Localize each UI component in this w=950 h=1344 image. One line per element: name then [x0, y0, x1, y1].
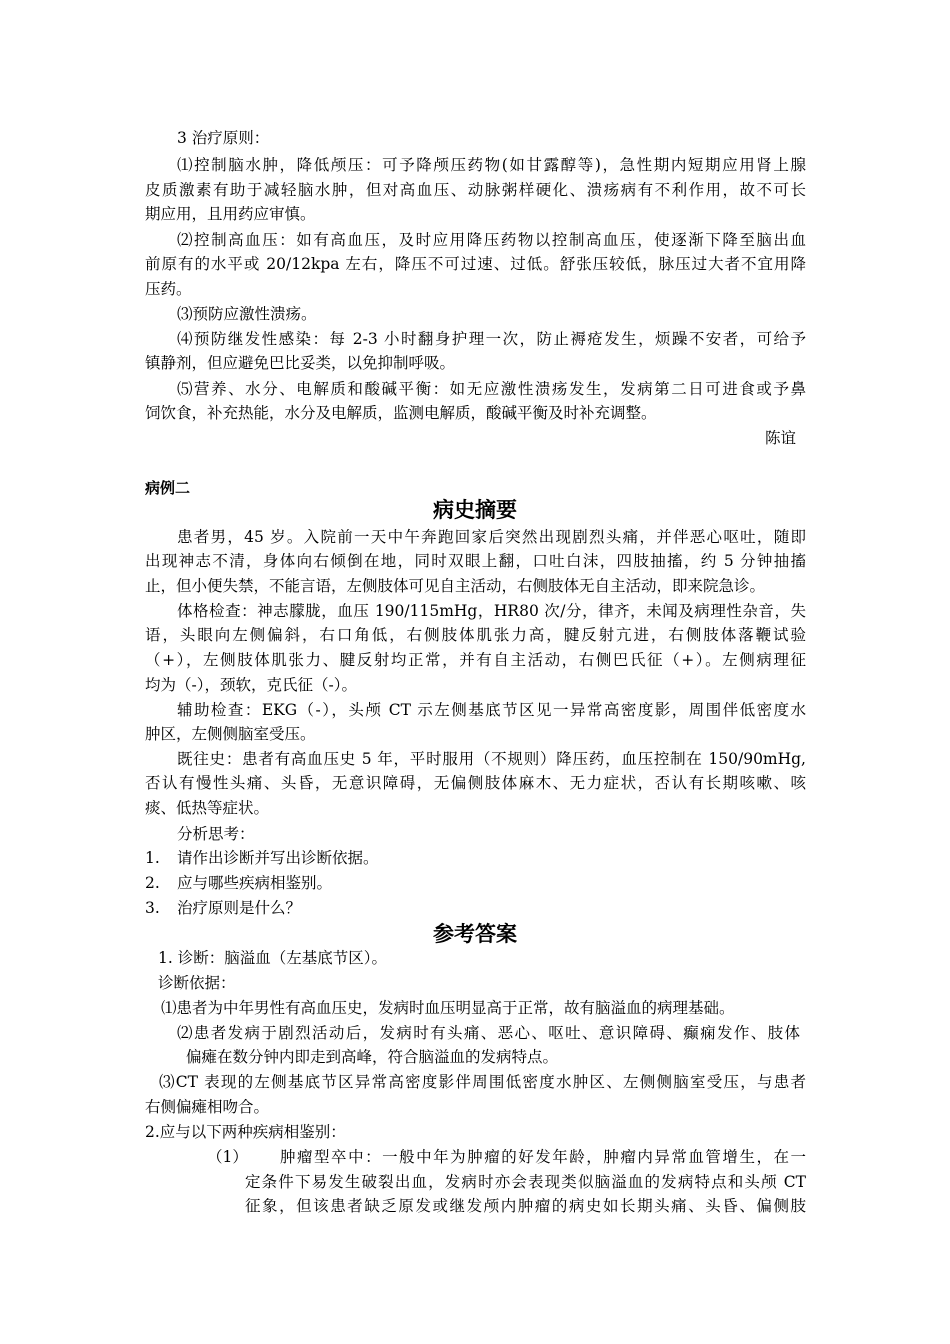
paragraph-line: （+），左侧肢体肌张力、腱反射均正常，并有自主活动，右侧巴氏征（+）。左侧病理征	[145, 651, 806, 669]
paragraph-line: 止，但小便失禁，不能言语，左侧肢体可见自主活动，右侧肢体无自主活动，即来院急诊。	[145, 577, 766, 595]
paragraph-line: 痰、低热等症状。	[145, 799, 270, 817]
basis-item: 右侧偏瘫相吻合。	[145, 1098, 270, 1116]
question-text: 请作出诊断并写出诊断依据。	[177, 849, 379, 867]
paragraph-line: 期应用，且用药应审慎。	[145, 205, 316, 223]
differential-number: （1）	[207, 1148, 248, 1166]
basis-item: ⑴患者为中年男性有高血压史，发病时血压明显高于正常，故有脑溢血的病理基础。	[161, 999, 735, 1017]
paragraph-line: 肿区，左侧侧脑室受压。	[145, 725, 316, 743]
paragraph-line: ⑶预防应激性溃疡。	[177, 305, 317, 323]
paragraph-line: 皮质激素有助于减轻脑水肿，但对高血压、动脉粥样硬化、溃疡病有不利作用，故不可长	[145, 181, 806, 199]
author-name: 陈谊	[765, 429, 797, 447]
paragraph-line: 体格检查：神志朦胧，血压 190/115mHg，HR80 次/分，律齐，未闻及病理性杂音，失	[177, 602, 806, 620]
paragraph-line: 语，头眼向左侧偏斜，右口角低，右侧肢体肌张力高，腱反射亢进，右侧肢体落鞭试验	[145, 626, 806, 644]
paragraph-line: ⑸营养、水分、电解质和酸碱平衡：如无应激性溃疡发生，发病第二日可进食或予鼻	[177, 380, 806, 398]
basis-item: 偏瘫在数分钟内即走到高峰，符合脑溢血的发病特点。	[186, 1048, 559, 1066]
differential-line: 定条件下易发生破裂出血，发病时亦会表现类似脑溢血的发病特点和头颅 CT	[245, 1173, 806, 1191]
section-heading: 3 治疗原则：	[177, 129, 270, 147]
paragraph-line: 辅助检查：EKG（-），头颅 CT 示左侧基底节区见一异常高密度影，周围伴低密度水	[177, 701, 806, 719]
question-text: 治疗原则是什么？	[177, 899, 302, 917]
paragraph-line: 饲饮食，补充热能，水分及电解质，监测电解质，酸碱平衡及时补充调整。	[145, 404, 657, 422]
basis-item: ⑵患者发病于剧烈活动后，发病时有头痛、恶心、呕吐、意识障碍、癫痫发作、肢体	[177, 1024, 800, 1042]
differential-line: 征象，但该患者缺乏原发或继发颅内肿瘤的病史如长期头痛、头昏、偏侧肢	[245, 1197, 806, 1215]
paragraph-line: ⑵控制高血压：如有高血压，及时应用降压药物以控制高血压，使逐渐下降至脑出血	[177, 231, 806, 249]
paragraph-line: 压药。	[145, 280, 192, 298]
basis-heading: 诊断依据：	[158, 974, 236, 992]
paragraph-line: 患者男，45 岁。入院前一天中午奔跑回家后突然出现剧烈头痛，并伴恶心呕吐，随即	[177, 528, 806, 546]
question-number: 2.	[145, 874, 160, 892]
paragraph-line: 否认有慢性头痛、头昏，无意识障碍，无偏侧肢体麻木、无力症状，否认有长期咳嗽、咳	[145, 774, 806, 792]
paragraph-line: 前原有的水平或 20/12kpa 左右，降压不可过速、过低。舒张压较低，脉压过大者不宜用降	[145, 255, 806, 273]
paragraph-line: 镇静剂，但应避免巴比妥类，以免抑制呼吸。	[145, 354, 456, 372]
paragraph-line: ⑷预防继发性感染：每 2-3 小时翻身护理一次，防止褥疮发生，烦躁不安者，可给予	[177, 330, 806, 348]
basis-item: ⑶CT 表现的左侧基底节区异常高密度影伴周围低密度水肿区、左侧侧脑室受压，与患者	[159, 1073, 806, 1091]
diagnosis-line: 1. 诊断：脑溢血（左基底节区）。	[158, 949, 387, 967]
question-text: 应与哪些疾病相鉴别。	[177, 874, 333, 892]
differential-line: 肿瘤型卒中：一般中年为肿瘤的好发年龄，肿瘤内异常血管增生，在一	[280, 1148, 806, 1166]
paragraph-line: ⑴控制脑水肿，降低颅压：可予降颅压药物(如甘露醇等)，急性期内短期应用肾上腺	[177, 156, 806, 174]
question-number: 3.	[145, 899, 160, 917]
analysis-heading: 分析思考：	[177, 825, 255, 843]
case-label: 病例二	[145, 479, 191, 497]
question-number: 1.	[145, 849, 160, 867]
case-title: 病史摘要	[433, 498, 517, 522]
paragraph-line: 出现神志不清，身体向右倾倒在地，同时双眼上翻，口吐白沫，四肢抽搐，约 5 分钟抽搐	[145, 552, 806, 570]
paragraph-line: 既往史：患者有高血压史 5 年，平时服用（不规则）降压药，血压控制在 150/90mHg,	[177, 750, 806, 768]
answers-title: 参考答案	[433, 922, 517, 946]
paragraph-line: 均为（-），颈软，克氏征（-）。	[145, 676, 357, 694]
differential-heading: 2.应与以下两种疾病相鉴别：	[145, 1123, 346, 1141]
